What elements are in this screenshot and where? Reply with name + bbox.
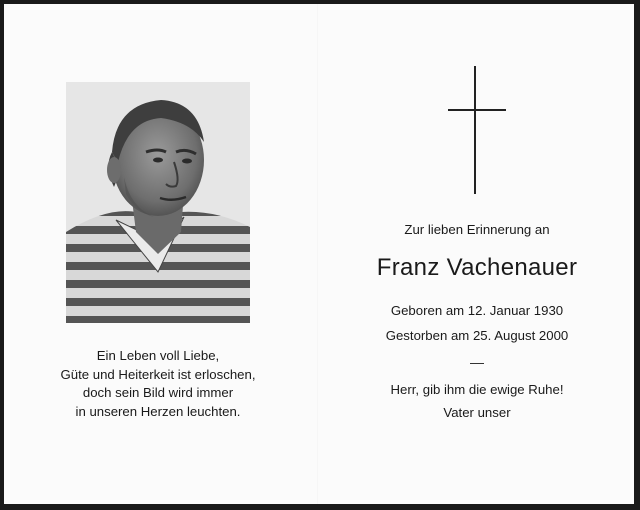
cross-icon: [444, 66, 508, 194]
portrait-photo: [66, 82, 250, 323]
memorial-intro: Zur lieben Erinnerung an: [404, 222, 550, 237]
deceased-name: Franz Vachenauer: [376, 254, 578, 281]
prayer-vater-unser: Vater unser: [443, 405, 511, 420]
birth-date: Geboren am 12. Januar 1930: [390, 303, 564, 318]
prayer-text: Herr, gib ihm die ewige Ruhe!: [390, 382, 564, 397]
memorial-verse: [44, 347, 272, 421]
portrait-illustration: [66, 82, 250, 323]
verse-line: doch sein Bild wird immer: [82, 385, 234, 401]
verse-line: in unseren Herzen leuchten.: [75, 403, 241, 419]
card-fold: [317, 4, 318, 504]
verse-line: Ein Leben voll Liebe,: [96, 348, 220, 363]
memorial-card: [4, 4, 634, 504]
divider-dash: [470, 363, 484, 364]
death-date: Gestorben am 25. August 2000: [385, 328, 569, 343]
verse-line: Güte und Heiterkeit ist erloschen,: [60, 366, 256, 382]
